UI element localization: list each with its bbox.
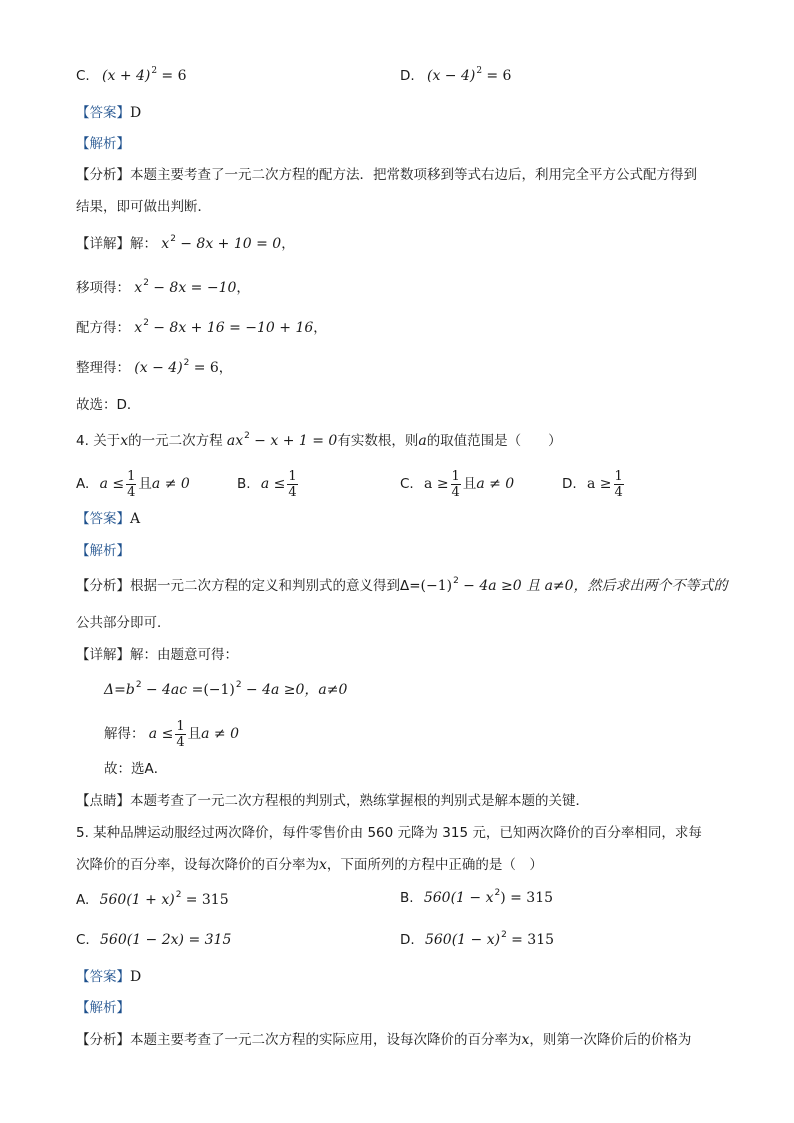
answer-tag: 【答案】 xyxy=(76,105,130,121)
q5-fenxi-line1: 【分析】本题主要考查了一元二次方程的实际应用，设每次降价的百分率为x，则第一次降价后的价格为 xyxy=(76,1032,692,1048)
q4-fenxi-line2: 公共部分即可． xyxy=(76,615,171,631)
q3-conclusion: 故选：D． xyxy=(76,397,141,413)
q3-jiexi-tag: 【解析】 xyxy=(76,136,130,152)
q4-dianjing: 【点睛】本题考查了一元二次方程根的判别式，熟练掌握根的判别式是解本题的关键． xyxy=(76,793,589,809)
q3-step-simplify: 整理得： $(x - 4)^2 = 6$， xyxy=(76,358,233,376)
q4-solve: 解得： a ≤ $\frac{1}{4}$ 且a ≠ 0 xyxy=(104,718,239,750)
q4-option-d: D. a ≥ $\frac{1}{4}$ xyxy=(562,468,623,500)
fraction-one-quarter: $\frac{1}{4}$ xyxy=(176,718,185,750)
fraction-one-quarter: $\frac{1}{4}$ xyxy=(614,468,623,500)
q3-step-complete-square: 配方得： $x^2 - 8x + 16 = -10 + 16$， xyxy=(76,318,327,336)
q4-jiexi-tag: 【解析】 xyxy=(76,543,130,559)
q4-stem: 4. 关于x的一元二次方程 $ax^2 - x + 1 = 0$有实数根，则a的取值范围是（ ） xyxy=(76,431,562,449)
q3-answer: 【答案】D xyxy=(76,105,142,121)
fraction-one-quarter: $\frac{1}{4}$ xyxy=(451,468,460,500)
q5-stem-line1: 5. 某种品牌运动服经过两次降价，每件零售价由 560 元降为 315 元，已知两次降价的百分率相同，求每 xyxy=(76,825,702,841)
q4-option-a: A. a ≤ $\frac{1}{4}$ 且a ≠ 0 xyxy=(76,468,190,500)
fraction-one-quarter: $\frac{1}{4}$ xyxy=(127,468,136,500)
q5-option-b: B. $560(1 - x^2) = 315$ xyxy=(400,888,554,906)
q4-conclusion: 故：选A． xyxy=(104,761,168,777)
q4-delta: $\Delta=b^2 - 4ac =(-1)^2 - 4a \ge 0$，a≠0 xyxy=(104,680,348,698)
q5-option-a: A. $560(1 + x)^2 = 315$ xyxy=(76,890,229,908)
q3-fenxi-line2: 结果，即可做出判断． xyxy=(76,199,211,215)
q3-option-c-base: (x + 4) xyxy=(102,68,151,84)
q4-fenxi-line1: 【分析】根据一元二次方程的定义和判别式的意义得到$\Delta=(-1)^2 - 4a \ge 0$ 且 a≠0，然后求出两个不等式的 xyxy=(76,576,728,594)
q4-xiangjie: 【详解】解：由题意可得： xyxy=(76,647,238,663)
q5-stem-line2: 次降价的百分率，设每次降价的百分率为x，下面所列的方程中正确的是（ ） xyxy=(76,857,543,873)
q5-option-c: C. 560(1 − 2x) = 315 xyxy=(76,932,232,948)
q4-answer: 【答案】A xyxy=(76,511,141,527)
q3-xiangjie: 【详解】解： $x^2 - 8x + 10 = 0$， xyxy=(76,234,295,252)
q5-answer: 【答案】D xyxy=(76,969,142,985)
q4-option-c: C. a ≥ $\frac{1}{4}$ 且a ≠ 0 xyxy=(400,468,515,500)
q5-jiexi-tag: 【解析】 xyxy=(76,1000,130,1016)
q3-fenxi-line1: 【分析】本题主要考查了一元二次方程的配方法．把常数项移到等式右边后，利用完全平方公式配方得到 xyxy=(76,167,697,183)
q3-step-move: 移项得： $x^2 - 8x = -10$， xyxy=(76,278,250,296)
q3-option-c: C. $(x + 4)^2 = 6$ xyxy=(76,66,187,84)
q5-option-d: D. $560(1 - x)^2 = 315$ xyxy=(400,930,555,948)
q3-option-d: D. $(x - 4)^2 = 6$ xyxy=(400,66,512,84)
q3-option-d-base: (x − 4) xyxy=(426,68,476,84)
q4-option-b: B. a ≤ $\frac{1}{4}$ xyxy=(237,468,297,500)
answer-tag: 【答案】 xyxy=(76,511,130,527)
fraction-one-quarter: $\frac{1}{4}$ xyxy=(288,468,297,500)
answer-tag: 【答案】 xyxy=(76,969,130,985)
